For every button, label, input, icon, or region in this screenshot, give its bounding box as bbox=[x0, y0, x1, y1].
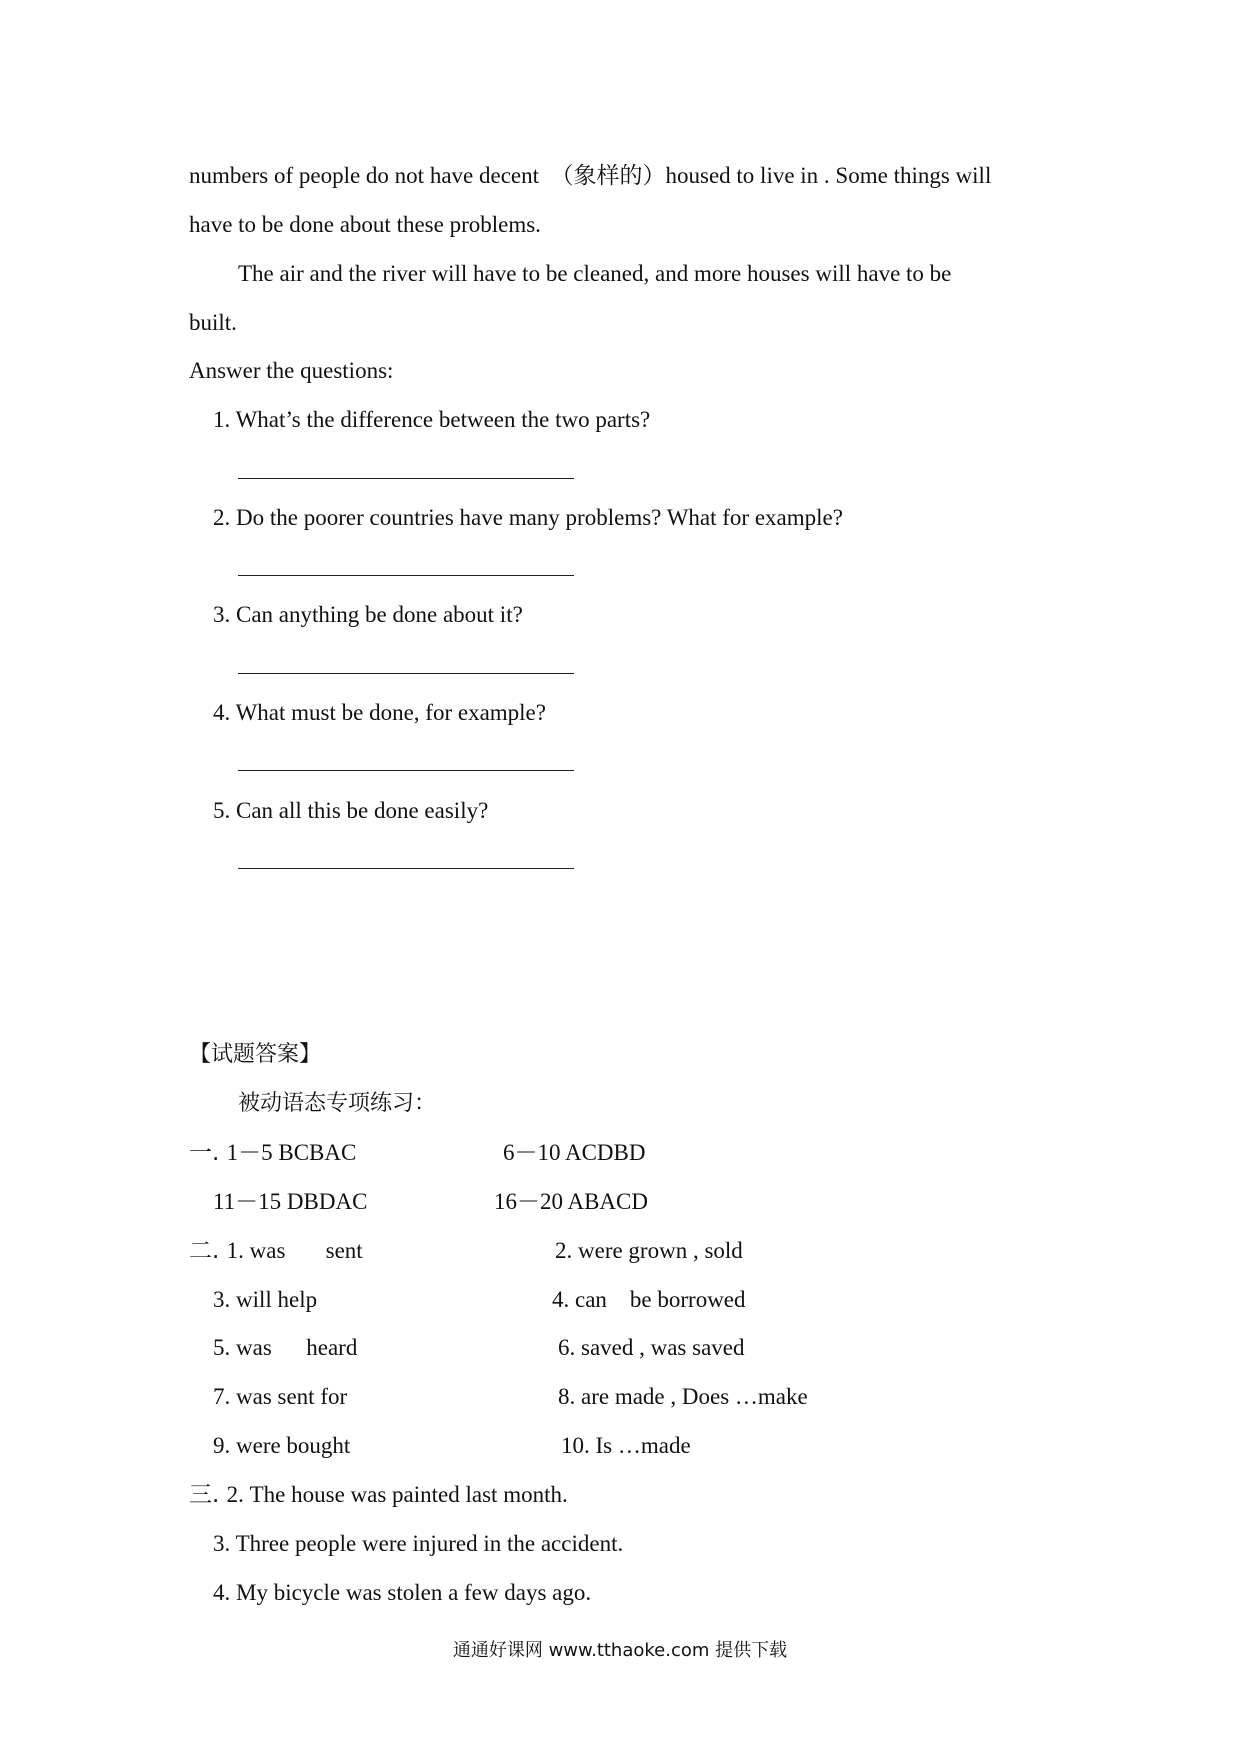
part1-r1a: 1－5 BCBAC bbox=[226, 1140, 357, 1165]
question-3: 3. Can anything be done about it? bbox=[213, 602, 523, 627]
passage-line-4: built. bbox=[189, 310, 237, 335]
answers-heading: 【试题答案】 bbox=[189, 1042, 322, 1067]
part3-label: 三. bbox=[189, 1482, 227, 1508]
answer-prompt: Answer the questions: bbox=[189, 358, 394, 383]
part2-item-3: 3. will help bbox=[213, 1287, 318, 1312]
part1-label: 一. bbox=[189, 1140, 227, 1166]
part2-item-7: 7. was sent for bbox=[213, 1384, 348, 1409]
passage-line-1a: numbers of people do not have decent bbox=[189, 163, 551, 188]
part2-item-1: 1. was sent bbox=[226, 1238, 363, 1263]
answer-blank-3 bbox=[238, 673, 574, 674]
part1-row1 bbox=[189, 1139, 356, 1167]
passage-line-1b: housed to live in . Some things will bbox=[665, 163, 992, 188]
part1-r1b: 6－10 ACDBD bbox=[503, 1140, 646, 1165]
answer-blank-5 bbox=[238, 868, 574, 869]
part1-r2b: 16－20 ABACD bbox=[494, 1189, 648, 1214]
part1-r2a: 11－15 DBDAC bbox=[213, 1189, 368, 1214]
part3-item-3: 4. My bicycle was stolen a few days ago. bbox=[213, 1580, 592, 1605]
part2-item-8: 8. are made , Does …make bbox=[558, 1384, 808, 1409]
part2-row1 bbox=[189, 1237, 363, 1265]
part3-item-1: 2. The house was painted last month. bbox=[226, 1482, 568, 1507]
passage-line-2: have to be done about these problems. bbox=[189, 212, 541, 237]
part2-item-2: 2. were grown , sold bbox=[555, 1238, 743, 1263]
passage-line-1 bbox=[189, 162, 991, 190]
answer-blank-2 bbox=[238, 575, 574, 576]
part2-item-9: 9. were bought bbox=[213, 1433, 351, 1458]
answer-blank-4 bbox=[238, 770, 574, 771]
part2-item-4: 4. can be borrowed bbox=[552, 1287, 746, 1312]
part2-label: 二. bbox=[189, 1238, 227, 1264]
answer-blank-1 bbox=[238, 478, 574, 479]
part2-item-6: 6. saved , was saved bbox=[558, 1335, 745, 1360]
answers-subheading: 被动语态专项练习： bbox=[238, 1091, 437, 1116]
question-5: 5. Can all this be done easily? bbox=[213, 798, 489, 823]
question-1: 1. What’s the difference between the two parts? bbox=[213, 407, 651, 432]
part3-row1 bbox=[189, 1481, 568, 1509]
question-4: 4. What must be done, for example? bbox=[213, 700, 546, 725]
part2-item-10: 10. Is …made bbox=[561, 1433, 691, 1458]
page-footer: 通通好课网 www.tthaoke.com 提供下载 bbox=[452, 1640, 788, 1661]
question-2: 2. Do the poorer countries have many problems? What for example? bbox=[213, 505, 843, 530]
part2-item-5: 5. was heard bbox=[213, 1335, 358, 1360]
passage-line-1-cjk: （象样的） bbox=[550, 163, 666, 189]
part3-item-2: 3. Three people were injured in the accident. bbox=[213, 1531, 624, 1556]
passage-line-3: The air and the river will have to be cleaned, and more houses will have to be bbox=[238, 261, 952, 286]
